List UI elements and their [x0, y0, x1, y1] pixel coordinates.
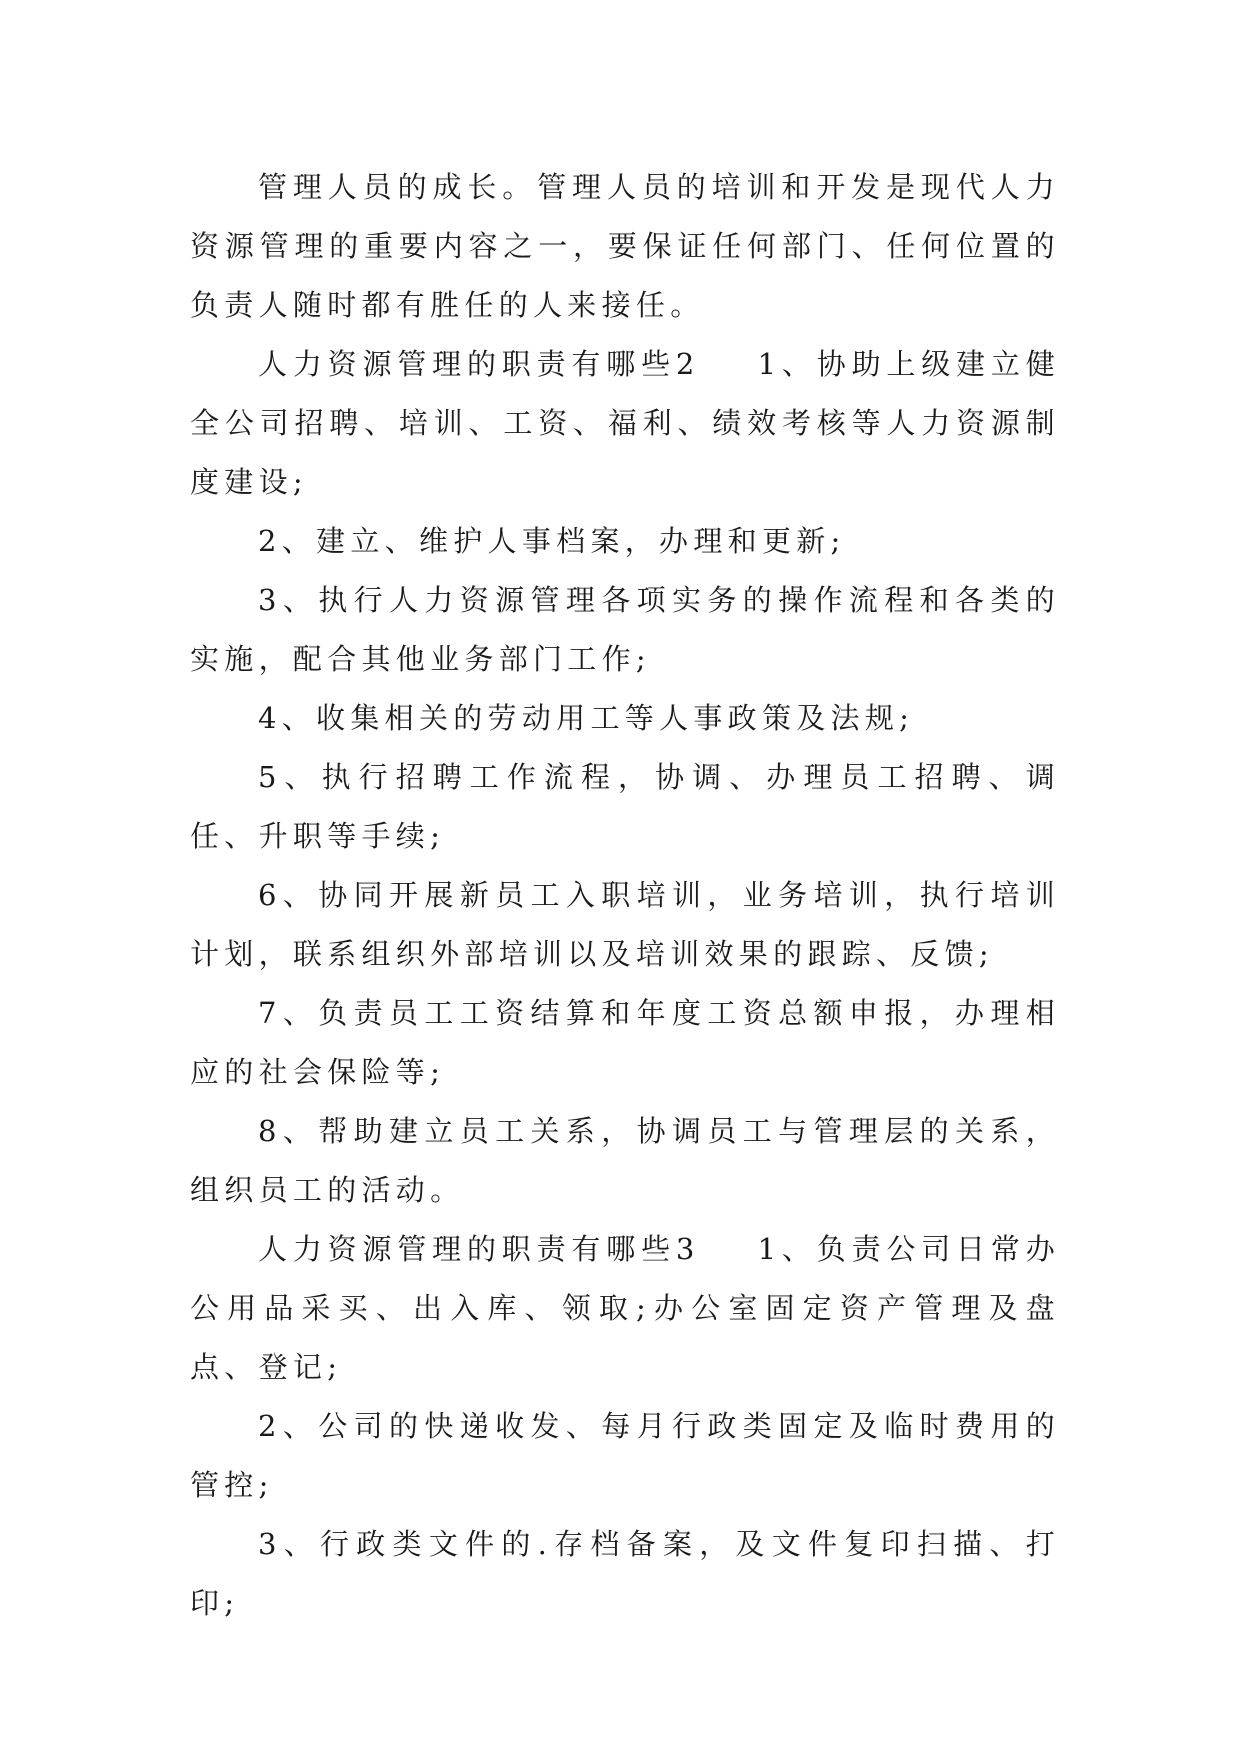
- paragraph-item: 4、收集相关的劳动用工等人事政策及法规;: [258, 701, 915, 735]
- section-text: 1、协助上级建立健全公司招聘、培训、工资、福利、绩效考核等人力资源制度建设;: [190, 347, 1061, 499]
- section-text: 1、负责公司日常办公用品采买、出入库、领取;办公室固定资产管理及盘点、登记;: [190, 1232, 1061, 1384]
- paragraph-item: 7、负责员工工资结算和年度工资总额申报，办理相应的社会保险等;: [190, 996, 1060, 1089]
- paragraph-item: 3、行政类文件的.存档备案，及文件复印扫描、打印;: [190, 1527, 1060, 1620]
- paragraph-item: 2、公司的快递收发、每月行政类固定及临时费用的管控;: [190, 1409, 1060, 1502]
- paragraph-item: 2、建立、维护人事档案，办理和更新;: [258, 524, 846, 558]
- paragraph-section-2: [190, 335, 1060, 512]
- paragraph-section-3: [190, 1220, 1060, 1397]
- section-heading: 人力资源管理的职责有哪些2: [258, 347, 700, 381]
- section-heading: 人力资源管理的职责有哪些3: [258, 1232, 700, 1266]
- paragraph-intro: 管理人员的成长。管理人员的培训和开发是现代人力资源管理的重要内容之一，要保证任何部门、任何位置的负责人随时都有胜任的人来接任。: [190, 170, 1060, 322]
- paragraph-item: 3、执行人力资源管理各项实务的操作流程和各类的实施，配合其他业务部门工作;: [190, 583, 1060, 676]
- paragraph-item: 5、执行招聘工作流程，协调、办理员工招聘、调任、升职等手续;: [190, 760, 1060, 853]
- document-page: [190, 158, 1060, 1633]
- paragraph-item: 6、协同开展新员工入职培训，业务培训，执行培训计划，联系组织外部培训以及培训效果的跟踪、反馈;: [190, 878, 1060, 971]
- paragraph-item: 8、帮助建立员工关系，协调员工与管理层的关系，组织员工的活动。: [190, 1114, 1060, 1207]
